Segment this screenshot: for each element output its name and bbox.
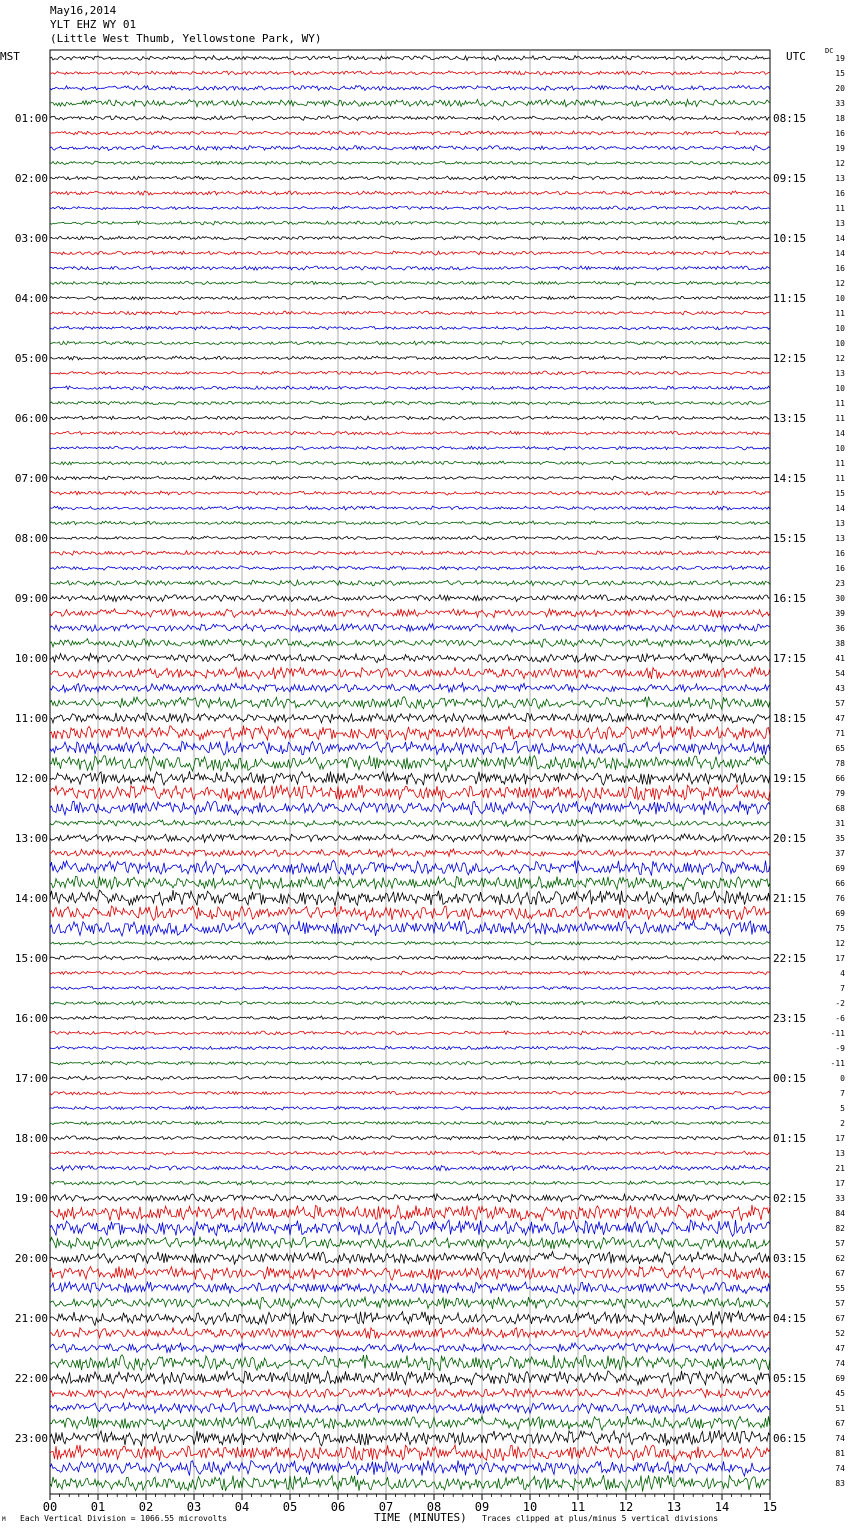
dc-value-label: 75 bbox=[835, 924, 845, 933]
dc-value-label: 37 bbox=[835, 849, 845, 858]
mst-axis-label: MST bbox=[0, 50, 20, 63]
dc-value-label: 66 bbox=[835, 879, 845, 888]
utc-hour-label: 19:15 bbox=[773, 772, 807, 785]
mst-hour-label: 19:00 bbox=[14, 1192, 48, 1205]
x-tick-label: 14 bbox=[714, 1500, 730, 1514]
dc-value-label: 17 bbox=[835, 954, 845, 963]
seismic-trace bbox=[50, 654, 770, 663]
mst-hour-label: 17:00 bbox=[14, 1072, 48, 1085]
mst-hour-label: 13:00 bbox=[14, 832, 48, 845]
seismic-trace bbox=[50, 521, 770, 525]
seismic-trace bbox=[50, 1076, 770, 1080]
utc-hour-label: 21:15 bbox=[773, 892, 807, 905]
x-tick-label: 03 bbox=[186, 1500, 202, 1514]
utc-hour-label: 10:15 bbox=[773, 232, 807, 245]
seismic-trace bbox=[50, 920, 770, 936]
x-tick-label: 13 bbox=[666, 1500, 682, 1514]
x-tick-label: 11 bbox=[570, 1500, 586, 1514]
seismic-trace bbox=[50, 221, 770, 225]
dc-value-label: 11 bbox=[835, 399, 845, 408]
dc-value-label: 74 bbox=[835, 1359, 845, 1368]
dc-value-label: 16 bbox=[835, 189, 845, 198]
dc-value-label: 7 bbox=[840, 1089, 845, 1098]
mst-hour-label: 03:00 bbox=[14, 232, 48, 245]
seismic-trace bbox=[50, 595, 770, 602]
seismic-trace bbox=[50, 296, 770, 300]
seismic-trace bbox=[50, 834, 770, 842]
dc-value-label: 18 bbox=[835, 114, 845, 123]
dc-value-label: 55 bbox=[835, 1284, 845, 1293]
utc-hour-label: 12:15 bbox=[773, 352, 807, 365]
scale-note: Each Vertical Division = 1066.55 microvolts bbox=[20, 1514, 228, 1523]
dc-value-label: 36 bbox=[835, 624, 845, 633]
dc-value-label: 0 bbox=[840, 1074, 845, 1083]
seismic-trace bbox=[50, 311, 770, 315]
dc-value-label: 76 bbox=[835, 894, 845, 903]
dc-value-label: 30 bbox=[835, 594, 845, 603]
seismic-trace bbox=[50, 609, 770, 618]
dc-value-label: 78 bbox=[835, 759, 845, 768]
dc-value-label: 54 bbox=[835, 669, 845, 678]
dc-value-label: 4 bbox=[840, 969, 845, 978]
seismic-trace bbox=[50, 1327, 770, 1338]
utc-hour-label: 17:15 bbox=[773, 652, 807, 665]
station-location: (Little West Thumb, Yellowstone Park, WY) bbox=[50, 32, 322, 45]
seismic-trace bbox=[50, 667, 770, 679]
mst-hour-label: 22:00 bbox=[14, 1372, 48, 1385]
x-tick-label: 02 bbox=[138, 1500, 154, 1514]
dc-value-label: 15 bbox=[835, 489, 845, 498]
dc-value-label: 17 bbox=[835, 1179, 845, 1188]
dc-value-label: 68 bbox=[835, 804, 845, 813]
dc-value-label: 69 bbox=[835, 909, 845, 918]
utc-hour-label: 14:15 bbox=[773, 472, 807, 485]
seismic-trace bbox=[50, 849, 770, 857]
plot-date: May16,2014 bbox=[50, 4, 117, 17]
dc-value-label: 11 bbox=[835, 459, 845, 468]
seismic-trace bbox=[50, 639, 770, 648]
seismic-trace bbox=[50, 1252, 770, 1265]
dc-value-label: 14 bbox=[835, 234, 845, 243]
seismic-trace bbox=[50, 1445, 770, 1461]
seismic-trace bbox=[50, 191, 770, 195]
seismic-trace bbox=[50, 1165, 770, 1171]
x-tick-label: 06 bbox=[330, 1500, 346, 1514]
x-tick-label: 12 bbox=[618, 1500, 634, 1514]
dc-value-label: 14 bbox=[835, 429, 845, 438]
dc-value-label: -11 bbox=[830, 1059, 845, 1068]
utc-hour-label: 04:15 bbox=[773, 1312, 807, 1325]
seismic-trace bbox=[50, 755, 770, 771]
x-tick-label: 05 bbox=[282, 1500, 298, 1514]
seismic-trace bbox=[50, 876, 770, 890]
scale-mark: M bbox=[2, 1516, 6, 1523]
utc-hour-label: 23:15 bbox=[773, 1012, 807, 1025]
dc-value-label: 13 bbox=[835, 219, 845, 228]
mst-hour-label: 18:00 bbox=[14, 1132, 48, 1145]
dc-value-label: 15 bbox=[835, 69, 845, 78]
dc-value-label: -6 bbox=[835, 1014, 845, 1023]
seismic-trace bbox=[50, 386, 770, 390]
seismic-trace bbox=[50, 161, 770, 165]
dc-value-label: 11 bbox=[835, 309, 845, 318]
mst-hour-label: 04:00 bbox=[14, 292, 48, 305]
seismic-trace bbox=[50, 1031, 770, 1035]
dc-value-label: 35 bbox=[835, 834, 845, 843]
dc-value-label: 13 bbox=[835, 369, 845, 378]
seismic-trace bbox=[50, 713, 770, 723]
dc-value-label: 12 bbox=[835, 279, 845, 288]
seismic-trace bbox=[50, 726, 770, 741]
dc-value-label: 16 bbox=[835, 564, 845, 573]
seismic-trace bbox=[50, 785, 770, 801]
dc-value-label: 57 bbox=[835, 1239, 845, 1248]
seismic-trace bbox=[50, 1091, 770, 1095]
seismic-trace bbox=[50, 941, 770, 945]
x-tick-label: 07 bbox=[378, 1500, 394, 1514]
seismic-trace bbox=[50, 131, 770, 135]
dc-value-label: 21 bbox=[835, 1164, 845, 1173]
dc-value-label: 12 bbox=[835, 354, 845, 363]
seismic-trace bbox=[50, 1297, 770, 1309]
seismic-trace bbox=[50, 266, 770, 270]
dc-value-label: -9 bbox=[835, 1044, 845, 1053]
dc-value-label: 67 bbox=[835, 1269, 845, 1278]
dc-value-label: 10 bbox=[835, 294, 845, 303]
dc-value-label: 81 bbox=[835, 1449, 845, 1458]
seismic-trace bbox=[50, 476, 770, 480]
seismic-trace bbox=[50, 1282, 770, 1294]
dc-value-label: 62 bbox=[835, 1254, 845, 1263]
seismic-trace bbox=[50, 1266, 770, 1280]
seismic-trace bbox=[50, 860, 770, 875]
seismic-trace bbox=[50, 1220, 770, 1236]
seismic-trace bbox=[50, 1061, 770, 1065]
seismic-trace bbox=[50, 1016, 770, 1020]
seismic-trace bbox=[50, 801, 770, 815]
seismic-trace bbox=[50, 56, 770, 61]
seismic-trace bbox=[50, 551, 770, 555]
dc-value-label: 47 bbox=[835, 1344, 845, 1353]
utc-hour-label: 03:15 bbox=[773, 1252, 807, 1265]
dc-value-label: 39 bbox=[835, 609, 845, 618]
seismic-trace bbox=[50, 1046, 770, 1050]
dc-value-label: 13 bbox=[835, 534, 845, 543]
dc-value-label: 12 bbox=[835, 939, 845, 948]
mst-hour-label: 09:00 bbox=[14, 592, 48, 605]
dc-value-label: 74 bbox=[835, 1434, 845, 1443]
mst-hour-label: 23:00 bbox=[14, 1432, 48, 1445]
dc-value-label: 69 bbox=[835, 1374, 845, 1383]
seismic-trace bbox=[50, 1151, 770, 1155]
dc-value-label: 13 bbox=[835, 1149, 845, 1158]
seismic-trace bbox=[50, 206, 770, 210]
seismic-trace bbox=[50, 491, 770, 495]
dc-value-label: 52 bbox=[835, 1329, 845, 1338]
seismic-trace bbox=[50, 99, 770, 106]
mst-hour-label: 08:00 bbox=[14, 532, 48, 545]
dc-value-label: 16 bbox=[835, 129, 845, 138]
seismic-trace bbox=[50, 1371, 770, 1385]
seismic-trace bbox=[50, 624, 770, 632]
seismic-trace bbox=[50, 683, 770, 692]
utc-axis-label: UTC bbox=[786, 50, 806, 63]
dc-column-label: DC bbox=[825, 47, 834, 55]
dc-value-label: 33 bbox=[835, 1194, 845, 1203]
x-tick-label: 00 bbox=[42, 1500, 58, 1514]
seismic-trace bbox=[50, 71, 770, 75]
seismic-trace bbox=[50, 1001, 770, 1005]
seismic-trace bbox=[50, 341, 770, 345]
x-tick-label: 10 bbox=[522, 1500, 538, 1514]
dc-value-label: 10 bbox=[835, 324, 845, 333]
seismic-trace bbox=[50, 506, 770, 510]
seismic-trace bbox=[50, 1237, 770, 1249]
seismic-trace bbox=[50, 1403, 770, 1414]
dc-value-label: 11 bbox=[835, 474, 845, 483]
dc-value-label: 12 bbox=[835, 159, 845, 168]
dc-value-label: 82 bbox=[835, 1224, 845, 1233]
utc-hour-label: 06:15 bbox=[773, 1432, 807, 1445]
dc-value-label: 16 bbox=[835, 264, 845, 273]
mst-hour-label: 02:00 bbox=[14, 172, 48, 185]
seismic-trace bbox=[50, 1194, 770, 1202]
dc-value-label: 31 bbox=[835, 819, 845, 828]
dc-value-label: -2 bbox=[835, 999, 845, 1008]
seismic-trace bbox=[50, 1106, 770, 1110]
mst-hour-label: 14:00 bbox=[14, 892, 48, 905]
seismic-trace bbox=[50, 1121, 770, 1125]
dc-value-label: 19 bbox=[835, 54, 845, 63]
dc-value-label: 43 bbox=[835, 684, 845, 693]
dc-value-label: 45 bbox=[835, 1389, 845, 1398]
dc-value-label: 83 bbox=[835, 1479, 845, 1488]
seismic-trace bbox=[50, 431, 770, 435]
dc-value-label: 2 bbox=[840, 1119, 845, 1128]
seismic-trace bbox=[50, 1460, 770, 1476]
seismic-trace bbox=[50, 85, 770, 90]
seismic-trace bbox=[50, 401, 770, 405]
utc-hour-label: 00:15 bbox=[773, 1072, 807, 1085]
dc-value-label: 14 bbox=[835, 504, 845, 513]
utc-hour-label: 11:15 bbox=[773, 292, 807, 305]
seismic-trace bbox=[50, 371, 770, 375]
x-tick-label: 08 bbox=[426, 1500, 442, 1514]
seismic-trace bbox=[50, 986, 770, 990]
dc-value-label: 11 bbox=[835, 204, 845, 213]
dc-value-label: 10 bbox=[835, 339, 845, 348]
dc-value-label: 47 bbox=[835, 714, 845, 723]
seismic-trace bbox=[50, 697, 770, 710]
dc-value-label: 79 bbox=[835, 789, 845, 798]
mst-hour-label: 15:00 bbox=[14, 952, 48, 965]
seismic-trace bbox=[50, 771, 770, 785]
dc-value-label: 57 bbox=[835, 699, 845, 708]
seismic-trace bbox=[50, 566, 770, 570]
seismic-trace bbox=[50, 1136, 770, 1140]
seismic-trace bbox=[50, 1355, 770, 1371]
seismic-trace bbox=[50, 446, 770, 450]
seismic-trace bbox=[50, 416, 770, 420]
mst-hour-label: 16:00 bbox=[14, 1012, 48, 1025]
seismic-trace bbox=[50, 1205, 770, 1221]
dc-value-label: 67 bbox=[835, 1419, 845, 1428]
x-tick-label: 01 bbox=[90, 1500, 106, 1514]
seismic-trace bbox=[50, 236, 770, 240]
utc-hour-label: 05:15 bbox=[773, 1372, 807, 1385]
dc-value-label: 69 bbox=[835, 864, 845, 873]
dc-value-label: 19 bbox=[835, 144, 845, 153]
mst-hour-label: 07:00 bbox=[14, 472, 48, 485]
utc-hour-label: 16:15 bbox=[773, 592, 807, 605]
x-axis-title: TIME (MINUTES) bbox=[374, 1511, 467, 1524]
seismic-trace bbox=[50, 956, 770, 961]
mst-hour-label: 06:00 bbox=[14, 412, 48, 425]
seismic-trace bbox=[50, 1475, 770, 1492]
utc-hour-label: 22:15 bbox=[773, 952, 807, 965]
mst-hour-label: 10:00 bbox=[14, 652, 48, 665]
dc-value-label: 13 bbox=[835, 519, 845, 528]
dc-value-label: 71 bbox=[835, 729, 845, 738]
seismic-trace bbox=[50, 1416, 770, 1430]
utc-hour-label: 01:15 bbox=[773, 1132, 807, 1145]
seismic-trace bbox=[50, 1430, 770, 1446]
dc-value-label: 5 bbox=[840, 1104, 845, 1113]
dc-value-label: 20 bbox=[835, 84, 845, 93]
seismic-trace bbox=[50, 176, 770, 180]
seismic-trace bbox=[50, 251, 770, 255]
seismic-trace bbox=[50, 116, 770, 121]
seismic-trace bbox=[50, 326, 770, 330]
dc-value-label: 23 bbox=[835, 579, 845, 588]
dc-value-label: 33 bbox=[835, 99, 845, 108]
utc-hour-label: 20:15 bbox=[773, 832, 807, 845]
clip-note: Traces clipped at plus/minus 5 vertical divisions bbox=[482, 1514, 719, 1523]
mst-hour-label: 21:00 bbox=[14, 1312, 48, 1325]
utc-hour-label: 15:15 bbox=[773, 532, 807, 545]
dc-value-label: 84 bbox=[835, 1209, 845, 1218]
seismic-trace bbox=[50, 820, 770, 827]
mst-hour-label: 05:00 bbox=[14, 352, 48, 365]
utc-hour-label: 09:15 bbox=[773, 172, 807, 185]
mst-hour-label: 11:00 bbox=[14, 712, 48, 725]
dc-value-label: 38 bbox=[835, 639, 845, 648]
seismic-trace bbox=[50, 1181, 770, 1185]
dc-value-label: 51 bbox=[835, 1404, 845, 1413]
seismic-trace bbox=[50, 1388, 770, 1398]
seismic-trace bbox=[50, 461, 770, 465]
dc-value-label: 66 bbox=[835, 774, 845, 783]
seismic-trace bbox=[50, 741, 770, 755]
seismic-trace bbox=[50, 890, 770, 906]
seismic-trace bbox=[50, 971, 770, 975]
dc-value-label: 14 bbox=[835, 249, 845, 258]
station-code: YLT EHZ WY 01 bbox=[50, 18, 137, 31]
dc-value-label: 13 bbox=[835, 174, 845, 183]
dc-value-label: 10 bbox=[835, 444, 845, 453]
utc-hour-label: 13:15 bbox=[773, 412, 807, 425]
dc-value-label: 57 bbox=[835, 1299, 845, 1308]
seismic-trace bbox=[50, 281, 770, 285]
x-tick-label: 04 bbox=[234, 1500, 250, 1514]
dc-value-label: 10 bbox=[835, 384, 845, 393]
seismic-trace bbox=[50, 906, 770, 921]
utc-hour-label: 08:15 bbox=[773, 112, 807, 125]
mst-hour-label: 20:00 bbox=[14, 1252, 48, 1265]
dc-value-label: 41 bbox=[835, 654, 845, 663]
dc-value-label: 17 bbox=[835, 1134, 845, 1143]
dc-value-label: 67 bbox=[835, 1314, 845, 1323]
dc-value-label: 16 bbox=[835, 549, 845, 558]
mst-hour-label: 01:00 bbox=[14, 112, 48, 125]
dc-value-label: 65 bbox=[835, 744, 845, 753]
mst-hour-label: 12:00 bbox=[14, 772, 48, 785]
seismic-trace bbox=[50, 580, 770, 586]
seismic-trace bbox=[50, 356, 770, 360]
dc-value-label: -11 bbox=[830, 1029, 845, 1038]
seismic-trace bbox=[50, 1311, 770, 1325]
seismic-trace bbox=[50, 146, 770, 151]
utc-hour-label: 02:15 bbox=[773, 1192, 807, 1205]
x-tick-label: 09 bbox=[474, 1500, 490, 1514]
dc-value-label: 7 bbox=[840, 984, 845, 993]
x-tick-label: 15 bbox=[762, 1500, 778, 1514]
seismic-trace bbox=[50, 1343, 770, 1353]
dc-value-label: 11 bbox=[835, 414, 845, 423]
seismic-trace bbox=[50, 536, 770, 540]
utc-hour-label: 18:15 bbox=[773, 712, 807, 725]
dc-value-label: 74 bbox=[835, 1464, 845, 1473]
